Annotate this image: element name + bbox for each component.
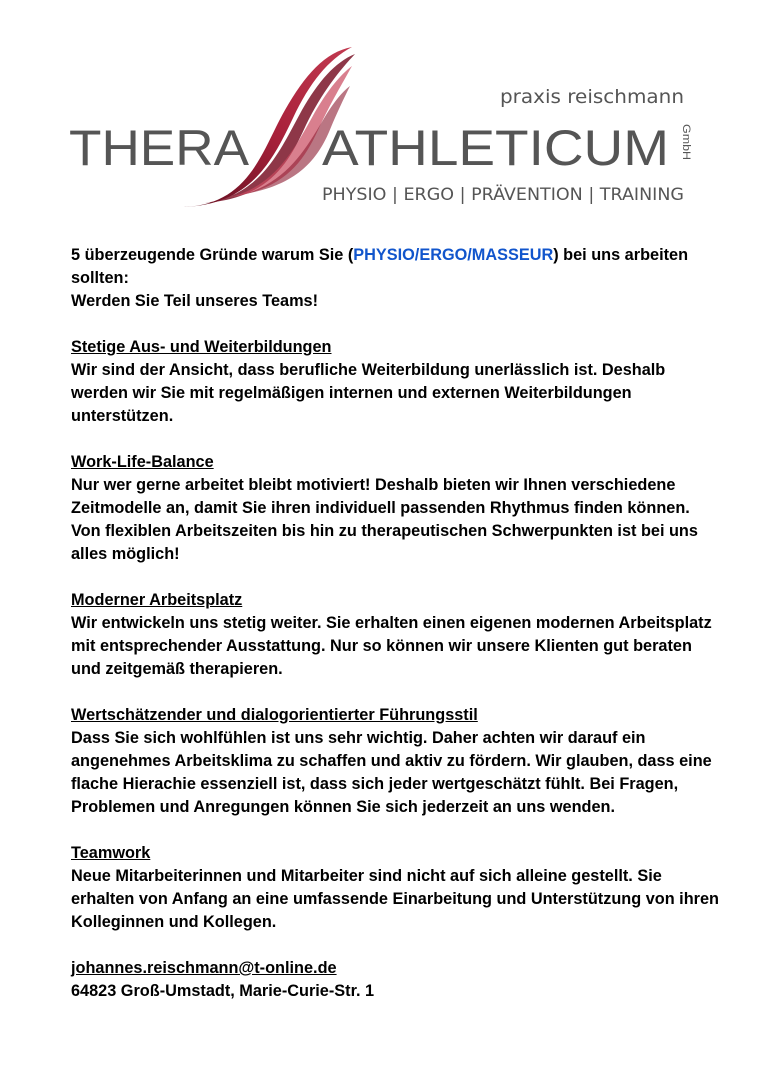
intro-headline bbox=[71, 244, 721, 290]
section-heading: Work-Life-Balance bbox=[71, 453, 214, 471]
section-body: Dass Sie sich wohlfühlen ist uns sehr wichtig. Daher achten wir darauf ein angenehmes Arbeitsklima zu schaffen und aktiv zu fördern. Wir glauben, dass eine flache Hierachie essenziell ist, dass sich jeder wertgeschätzt fühlt. Bei Fragen, Problemen und Anregungen können Sie sich jederzeit an uns wenden. bbox=[71, 729, 712, 816]
logo-word-athleticum: ATHLETICUM bbox=[322, 120, 669, 176]
logo-tagline: PHYSIO | ERGO | PRÄVENTION | TRAINING bbox=[322, 185, 674, 205]
section-heading: Wertschätzender und dialogorientierter Führungsstil bbox=[71, 706, 478, 724]
job-ad-content bbox=[71, 244, 721, 1003]
contact-email-link[interactable]: johannes.reischmann@t-online.de bbox=[71, 959, 337, 977]
section-work-life-balance bbox=[71, 451, 721, 566]
contact-address: 64823 Groß-Umstadt, Marie-Curie-Str. 1 bbox=[71, 982, 375, 1000]
contact-block bbox=[71, 957, 721, 1003]
section-leadership bbox=[71, 704, 721, 819]
section-body: Nur wer gerne arbeitet bleibt motiviert! Deshalb bieten wir Ihnen verschiedene Zeitmodelle an, damit Sie ihren individuell passenden Rhythmus finden können. Von flexiblen Arbeitszeiten bis hin zu therapeutischen Schwerpunkten ist bei uns alles möglich! bbox=[71, 476, 698, 563]
company-logo bbox=[0, 0, 760, 215]
intro-block bbox=[71, 244, 721, 313]
practice-name-text: praxis reischmann bbox=[500, 86, 684, 108]
section-heading: Stetige Aus- und Weiterbildungen bbox=[71, 338, 332, 356]
intro-text-after: ) bei uns arbeiten sollten: bbox=[71, 246, 689, 287]
section-workplace bbox=[71, 589, 721, 681]
professions-highlight: PHYSIO/ERGO/MASSEUR bbox=[353, 246, 554, 264]
section-heading: Teamwork bbox=[71, 844, 151, 862]
section-body: Neue Mitarbeiterinnen und Mitarbeiter sind nicht auf sich alleine gestellt. Sie erhalten von Anfang an eine umfassende Einarbeitung und Unterstützung von ihren Kolleginnen und Kollegen. bbox=[71, 867, 719, 931]
section-training bbox=[71, 336, 721, 428]
intro-subline: Werden Sie Teil unseres Teams! bbox=[71, 292, 319, 310]
section-body: Wir sind der Ansicht, dass berufliche Weiterbildung unerlässlich ist. Deshalb werden wir Sie mit regelmäßigen internen und externen Weiterbildungen unterstützen. bbox=[71, 361, 666, 425]
section-teamwork bbox=[71, 842, 721, 934]
section-heading: Moderner Arbeitsplatz bbox=[71, 591, 243, 609]
logo-word-thera: THERA bbox=[69, 120, 250, 176]
section-body: Wir entwickeln uns stetig weiter. Sie erhalten einen eigenen modernen Arbeitsplatz mit entsprechender Ausstattung. Nur so können wir unsere Klienten gut beraten und zeitgemäß therapieren. bbox=[71, 614, 712, 678]
logo-legal-form: GmbH bbox=[680, 124, 692, 156]
intro-text-before: 5 überzeugende Gründe warum Sie ( bbox=[71, 246, 354, 264]
